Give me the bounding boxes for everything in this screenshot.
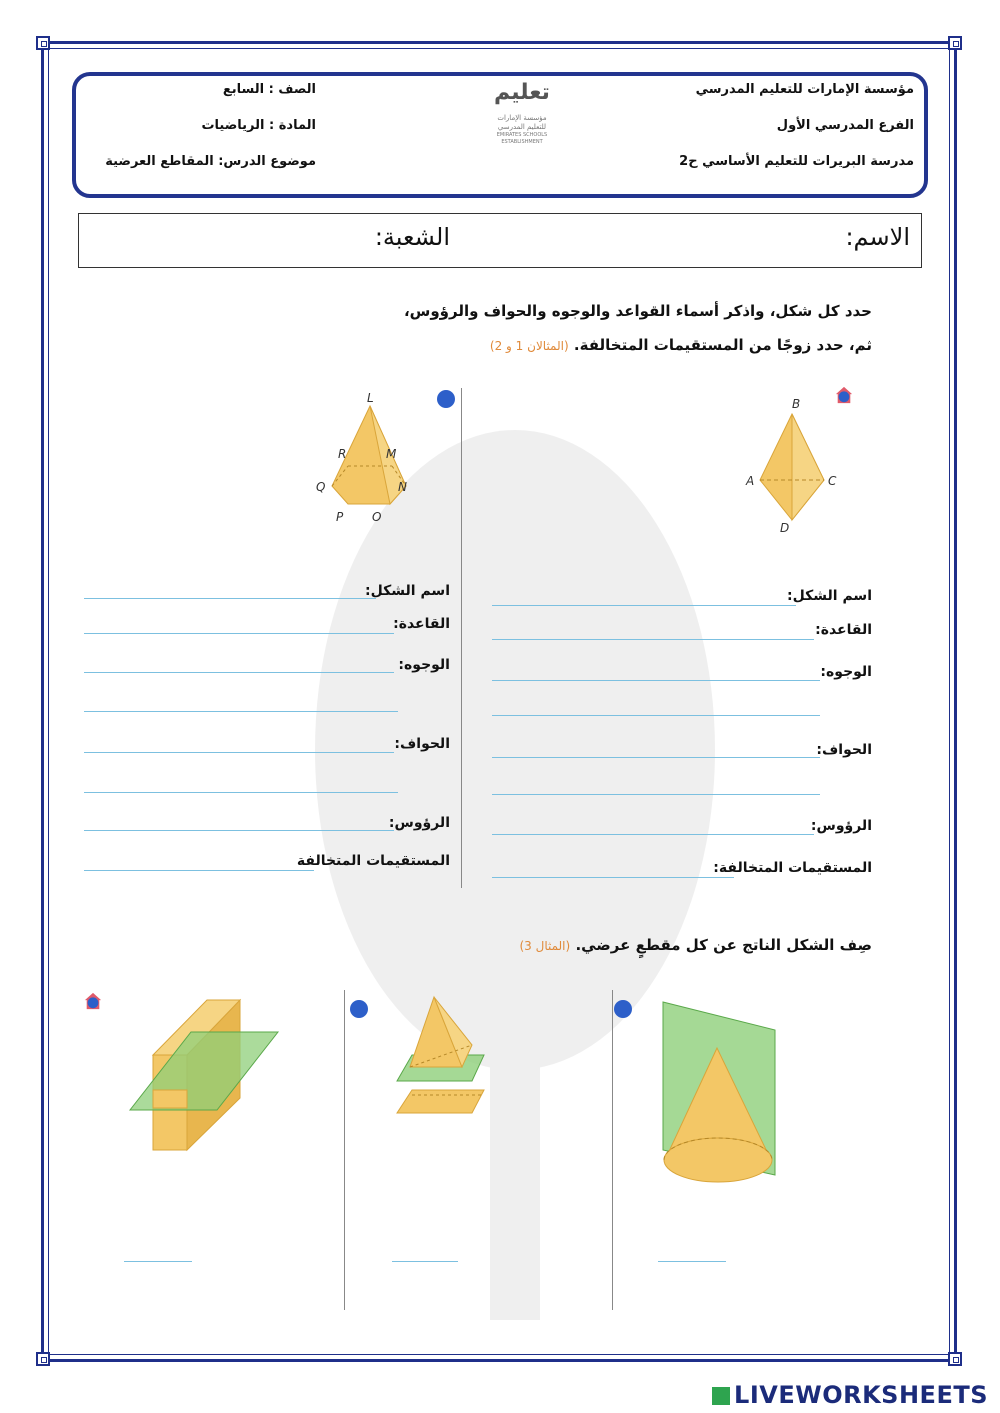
instruction-line2-text: ثم، حدد زوجًا من المستقيمات المتخالفة.: [573, 336, 872, 354]
shape-name-label-left: اسم الشكل:: [365, 583, 450, 599]
base-label-right: القاعدة:: [815, 622, 872, 638]
column-divider: [612, 990, 613, 1310]
column-divider: [461, 388, 462, 888]
edges-label-right: الحواف:: [816, 742, 872, 758]
header-topic: موضوع الدرس: المقاطع العرضية: [105, 154, 316, 169]
skew-answer-right[interactable]: [492, 877, 734, 878]
shape-name-label-right: اسم الشكل:: [787, 588, 872, 604]
pyramid-figure: [310, 388, 420, 528]
header-subject: المادة : الرياضيات: [201, 118, 316, 133]
brand-mark-icon: [712, 1387, 730, 1405]
column-divider: [344, 990, 345, 1310]
example-ref-1: (المثالان 1 و 2): [489, 339, 569, 353]
corner-ornament: [948, 1352, 962, 1366]
instruction-line3-text: صِف الشكل الناتج عن كل مقطعٍ عرضي.: [575, 936, 872, 954]
base-answer-left[interactable]: [84, 633, 394, 634]
vertex-label-p: P: [336, 510, 344, 524]
faces-answer-right-2[interactable]: [492, 715, 820, 716]
corner-ornament: [36, 36, 50, 50]
blue-dot-icon: [614, 1000, 632, 1018]
base-label-left: القاعدة:: [393, 616, 450, 632]
skew-label-right: المستقيمات المتخالفة:: [713, 860, 872, 876]
logo-line3: EMIRATES SCHOOLS: [496, 132, 548, 138]
cross-section-answer-1[interactable]: [124, 1261, 192, 1262]
school-logo: [486, 76, 558, 172]
vertex-label-o: O: [372, 510, 382, 524]
vertex-label-l: L: [367, 391, 374, 405]
cone-cross-section-figure: [655, 1000, 785, 1190]
vertices-answer-right[interactable]: [492, 834, 814, 835]
skew-label-left: المستقيمات المتخالفة: [296, 853, 450, 869]
cross-section-answer-2[interactable]: [392, 1261, 458, 1262]
vertex-label-a: A: [746, 474, 755, 488]
corner-ornament: [948, 36, 962, 50]
home-icon: [84, 992, 102, 1010]
vertices-label-right: الرؤوس:: [810, 818, 872, 834]
faces-label-right: الوجوه:: [820, 664, 872, 680]
edges-answer-right-2[interactable]: [492, 794, 820, 795]
liveworksheets-logo: [712, 1381, 988, 1409]
header-branch: الفرع المدرسي الأول: [776, 118, 914, 133]
vertex-label-n: N: [398, 480, 407, 494]
brand-text: LIVEWORKSHEETS: [734, 1381, 988, 1409]
vertices-answer-left[interactable]: [84, 830, 394, 831]
faces-label-left: الوجوه:: [398, 657, 450, 673]
vertex-label-c: C: [828, 474, 837, 488]
bipyramid-figure: [740, 392, 840, 537]
shape-name-answer-left[interactable]: [84, 598, 376, 599]
faces-answer-left-2[interactable]: [84, 711, 398, 712]
vertex-label-r: R: [338, 447, 347, 461]
header-grade: الصف : السابع: [222, 82, 316, 97]
vertices-label-left: الرؤوس:: [388, 815, 450, 831]
instruction-line3: [519, 936, 872, 954]
faces-answer-right[interactable]: [492, 680, 820, 681]
example-ref-2: (المثال 3): [519, 939, 571, 953]
blue-dot-icon: [437, 390, 455, 408]
prism-cross-section-figure: [125, 990, 285, 1155]
name-label: الاسم:: [845, 223, 910, 251]
vertex-label-m: M: [386, 447, 397, 461]
edges-answer-left[interactable]: [84, 752, 394, 753]
base-answer-right[interactable]: [492, 639, 814, 640]
blue-dot-icon: [350, 1000, 368, 1018]
faces-answer-left[interactable]: [84, 672, 394, 673]
cross-section-answer-3[interactable]: [658, 1261, 726, 1262]
edges-answer-right[interactable]: [492, 757, 820, 758]
instruction-line1: حدد كل شكل، واذكر أسماء القواعد والوجوه والحواف والرؤوس،: [403, 302, 872, 320]
edges-answer-left-2[interactable]: [84, 792, 398, 793]
instruction-line2: [490, 336, 872, 354]
corner-ornament: [36, 1352, 50, 1366]
vertex-label-q: Q: [316, 480, 326, 494]
skew-answer-left[interactable]: [84, 870, 314, 871]
name-section-box: [78, 213, 922, 268]
pyramid-cross-section-figure: [392, 995, 492, 1120]
section-label: الشعبة:: [374, 223, 450, 251]
vertex-label-d: D: [780, 521, 790, 535]
header-org: مؤسسة الإمارات للتعليم المدرسي: [695, 82, 914, 97]
edges-label-left: الحواف:: [394, 736, 450, 752]
vertex-label-b: B: [792, 397, 801, 411]
logo-line4: ESTABLISHMENT: [501, 139, 543, 145]
shape-name-answer-right[interactable]: [492, 605, 796, 606]
logo-line1: مؤسسة الإمارات: [497, 114, 547, 122]
header-school: مدرسة البريرات للتعليم الأساسي ح2: [679, 154, 914, 169]
logo-line2: للتعليم المدرسي: [497, 123, 547, 131]
logo-title: تعليم: [494, 80, 550, 105]
